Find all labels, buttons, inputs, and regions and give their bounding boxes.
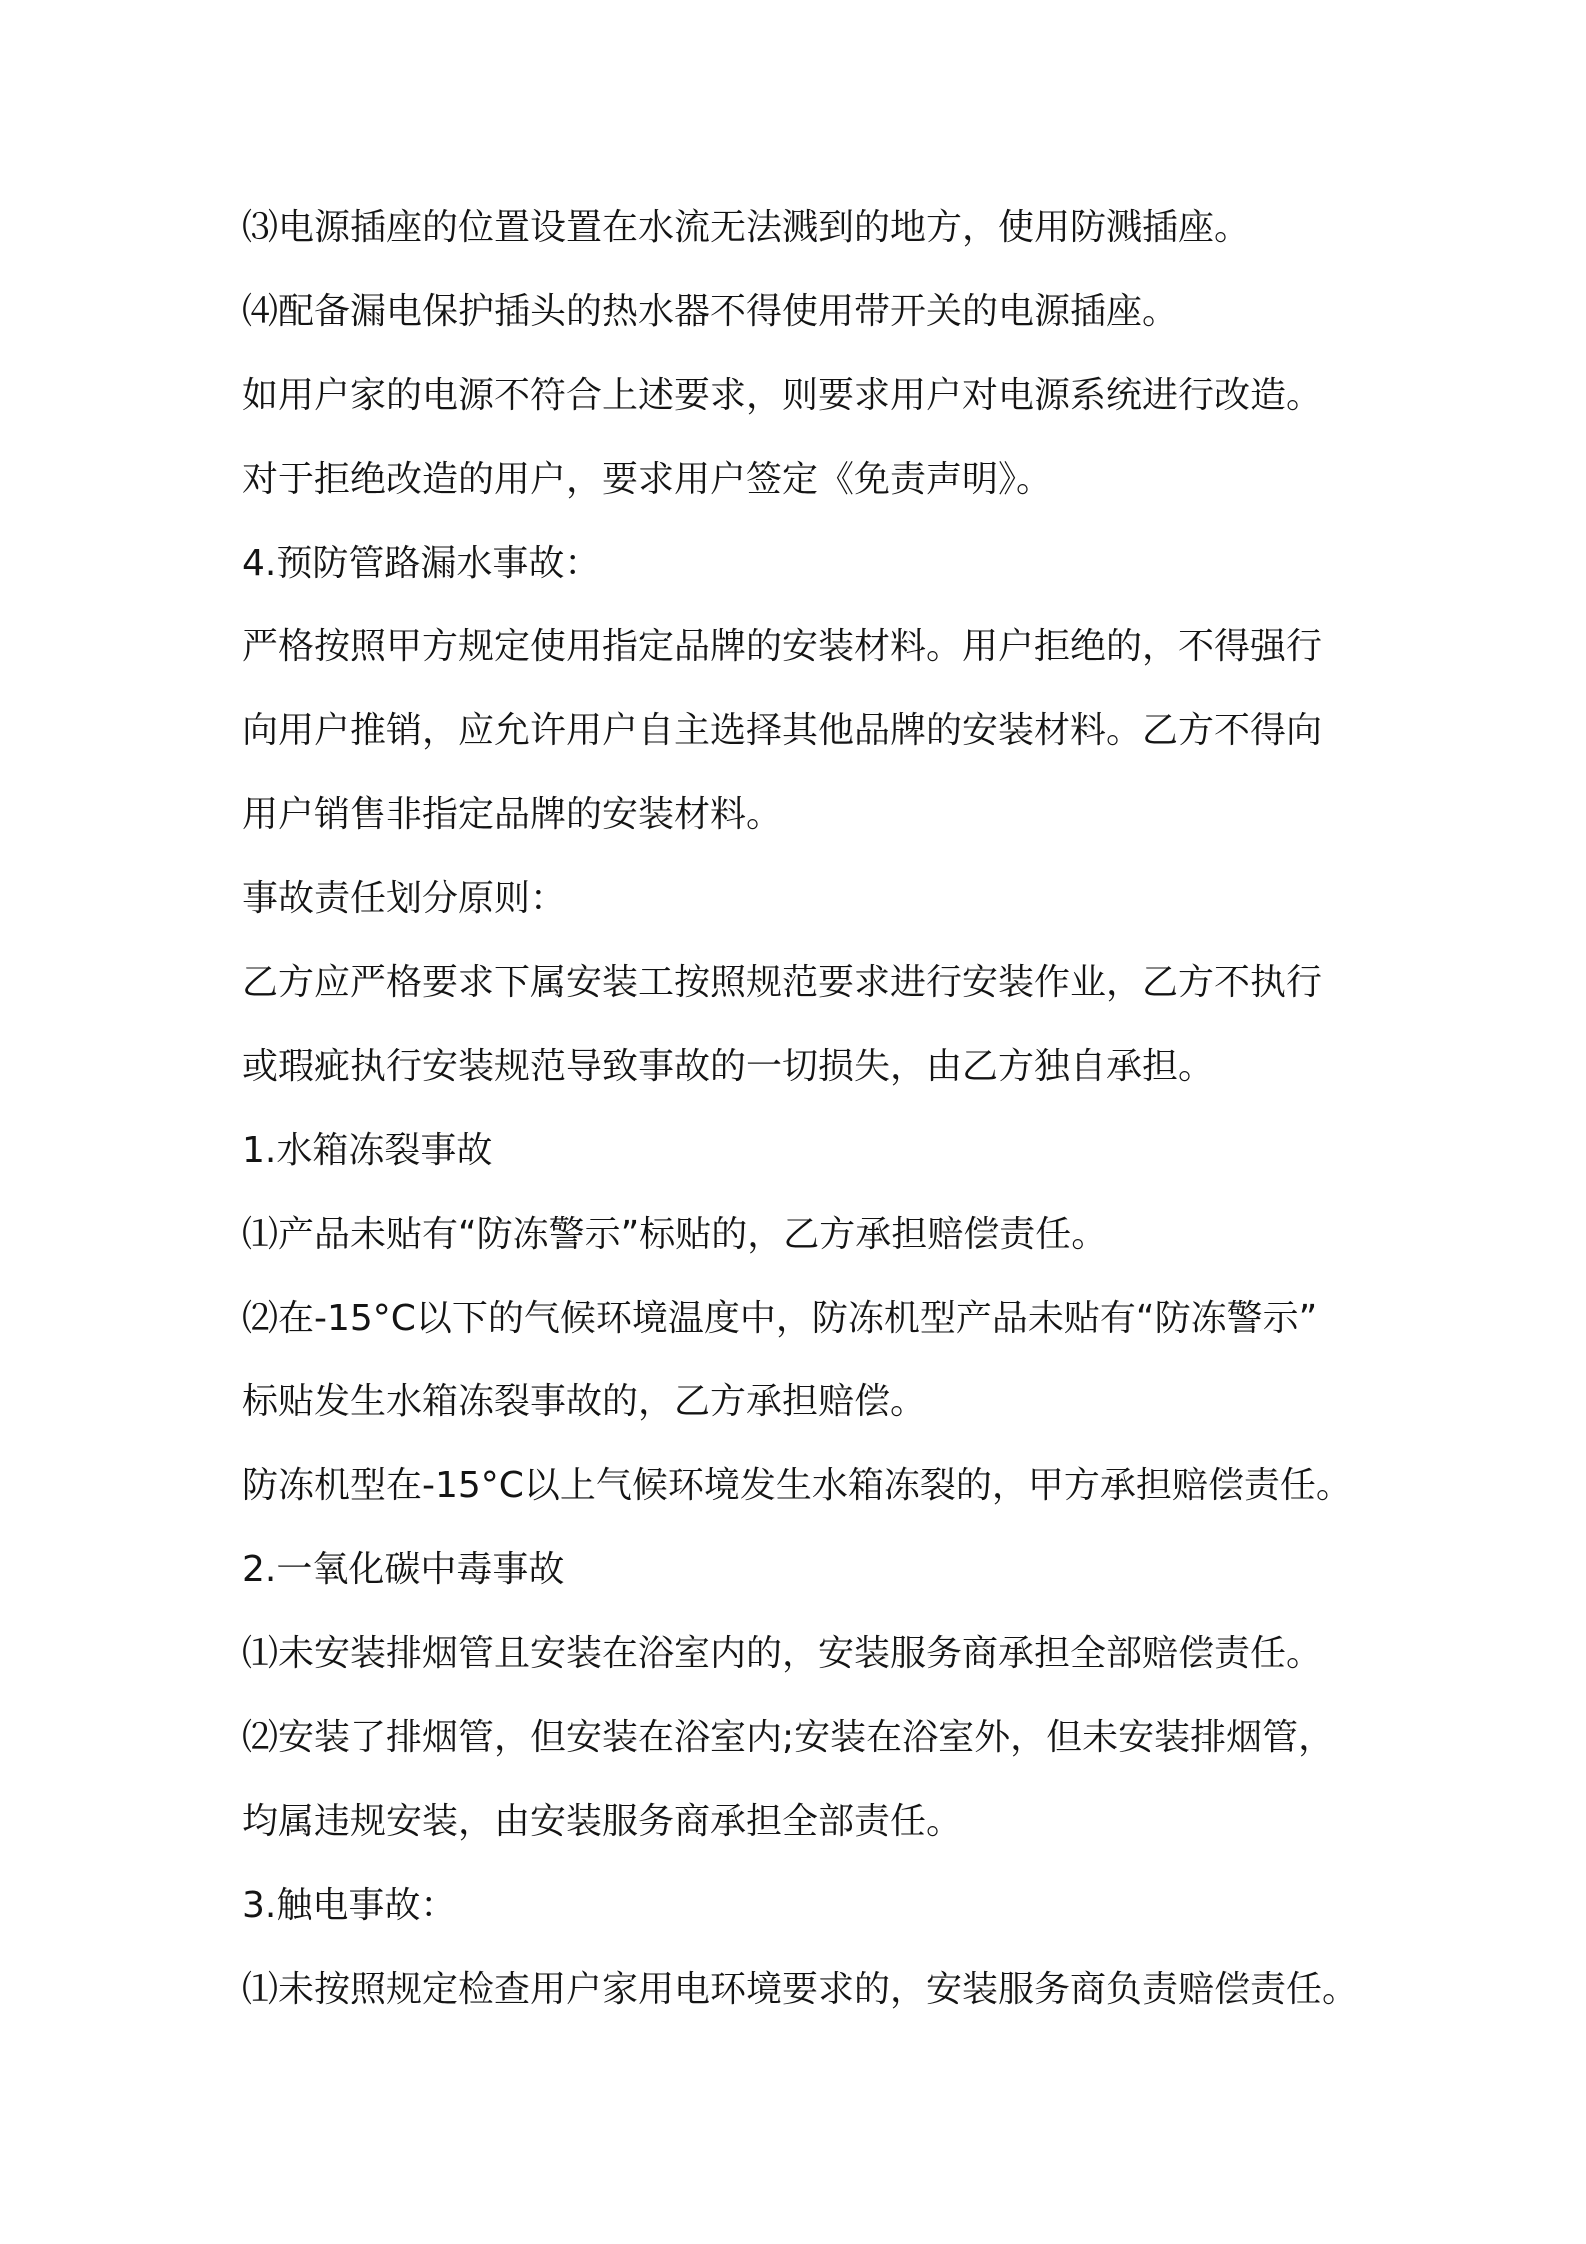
clause-item: ⑶电源插座的位置设置在水流无法溅到的地方，使用防溅插座。 [242,207,1251,248]
paragraph-line: 对于拒绝改造的用户，要求用户签定《免责声明》。 [242,458,1053,500]
paragraph-line: 用户销售非指定品牌的安装材料。 [242,794,783,836]
clause-item: ⑴产品未贴有“防冻警示”标贴的，乙方承担赔偿责任。 [242,1213,1108,1255]
paragraph-line: 标贴发生水箱冻裂事故的，乙方承担赔偿。 [242,1381,927,1423]
paragraph-line: 如用户家的电源不符合上述要求，则要求用户对电源系统进行改造。 [242,374,1323,416]
section-heading: 2.一氧化碳中毒事故 [242,1549,565,1591]
paragraph-line: 向用户推销，应允许用户自主选择其他品牌的安装材料。乙方不得向 [242,710,1323,752]
clause-item: ⑵在-15°C以下的气候环境温度中，防冻机型产品未贴有“防冻警示” [242,1297,1318,1339]
paragraph-line: 严格按照甲方规定使用指定品牌的安装材料。用户拒绝的，不得强行 [242,626,1323,668]
clause-item: ⑴未安装排烟管且安装在浴室内的，安装服务商承担全部赔偿责任。 [242,1633,1323,1675]
section-heading: 事故责任划分原则： [242,878,567,920]
paragraph-line: 均属违规安装，由安装服务商承担全部责任。 [242,1800,963,1842]
paragraph-line: 防冻机型在-15°C以上气候环境发生水箱冻裂的，甲方承担赔偿责任。 [242,1465,1352,1507]
section-heading: 4.预防管路漏水事故： [242,542,601,584]
section-heading: 3.触电事故： [242,1884,457,1926]
paragraph-line: 或瑕疵执行安装规范导致事故的一切损失，由乙方独自承担。 [242,1045,1215,1087]
paragraph-line: 乙方应严格要求下属安装工按照规范要求进行安装作业，乙方不执行 [242,962,1323,1004]
clause-item: ⑵安装了排烟管，但安装在浴室内;安装在浴室外，但未安装排烟管， [242,1717,1335,1759]
clause-item: ⑷配备漏电保护插头的热水器不得使用带开关的电源插座。 [242,290,1179,332]
document-body [242,186,1492,2032]
clause-item: ⑴未按照规定检查用户家用电环境要求的，安装服务商负责赔偿责任。 [242,1968,1359,2010]
section-heading: 1.水箱冻裂事故 [242,1129,493,1171]
